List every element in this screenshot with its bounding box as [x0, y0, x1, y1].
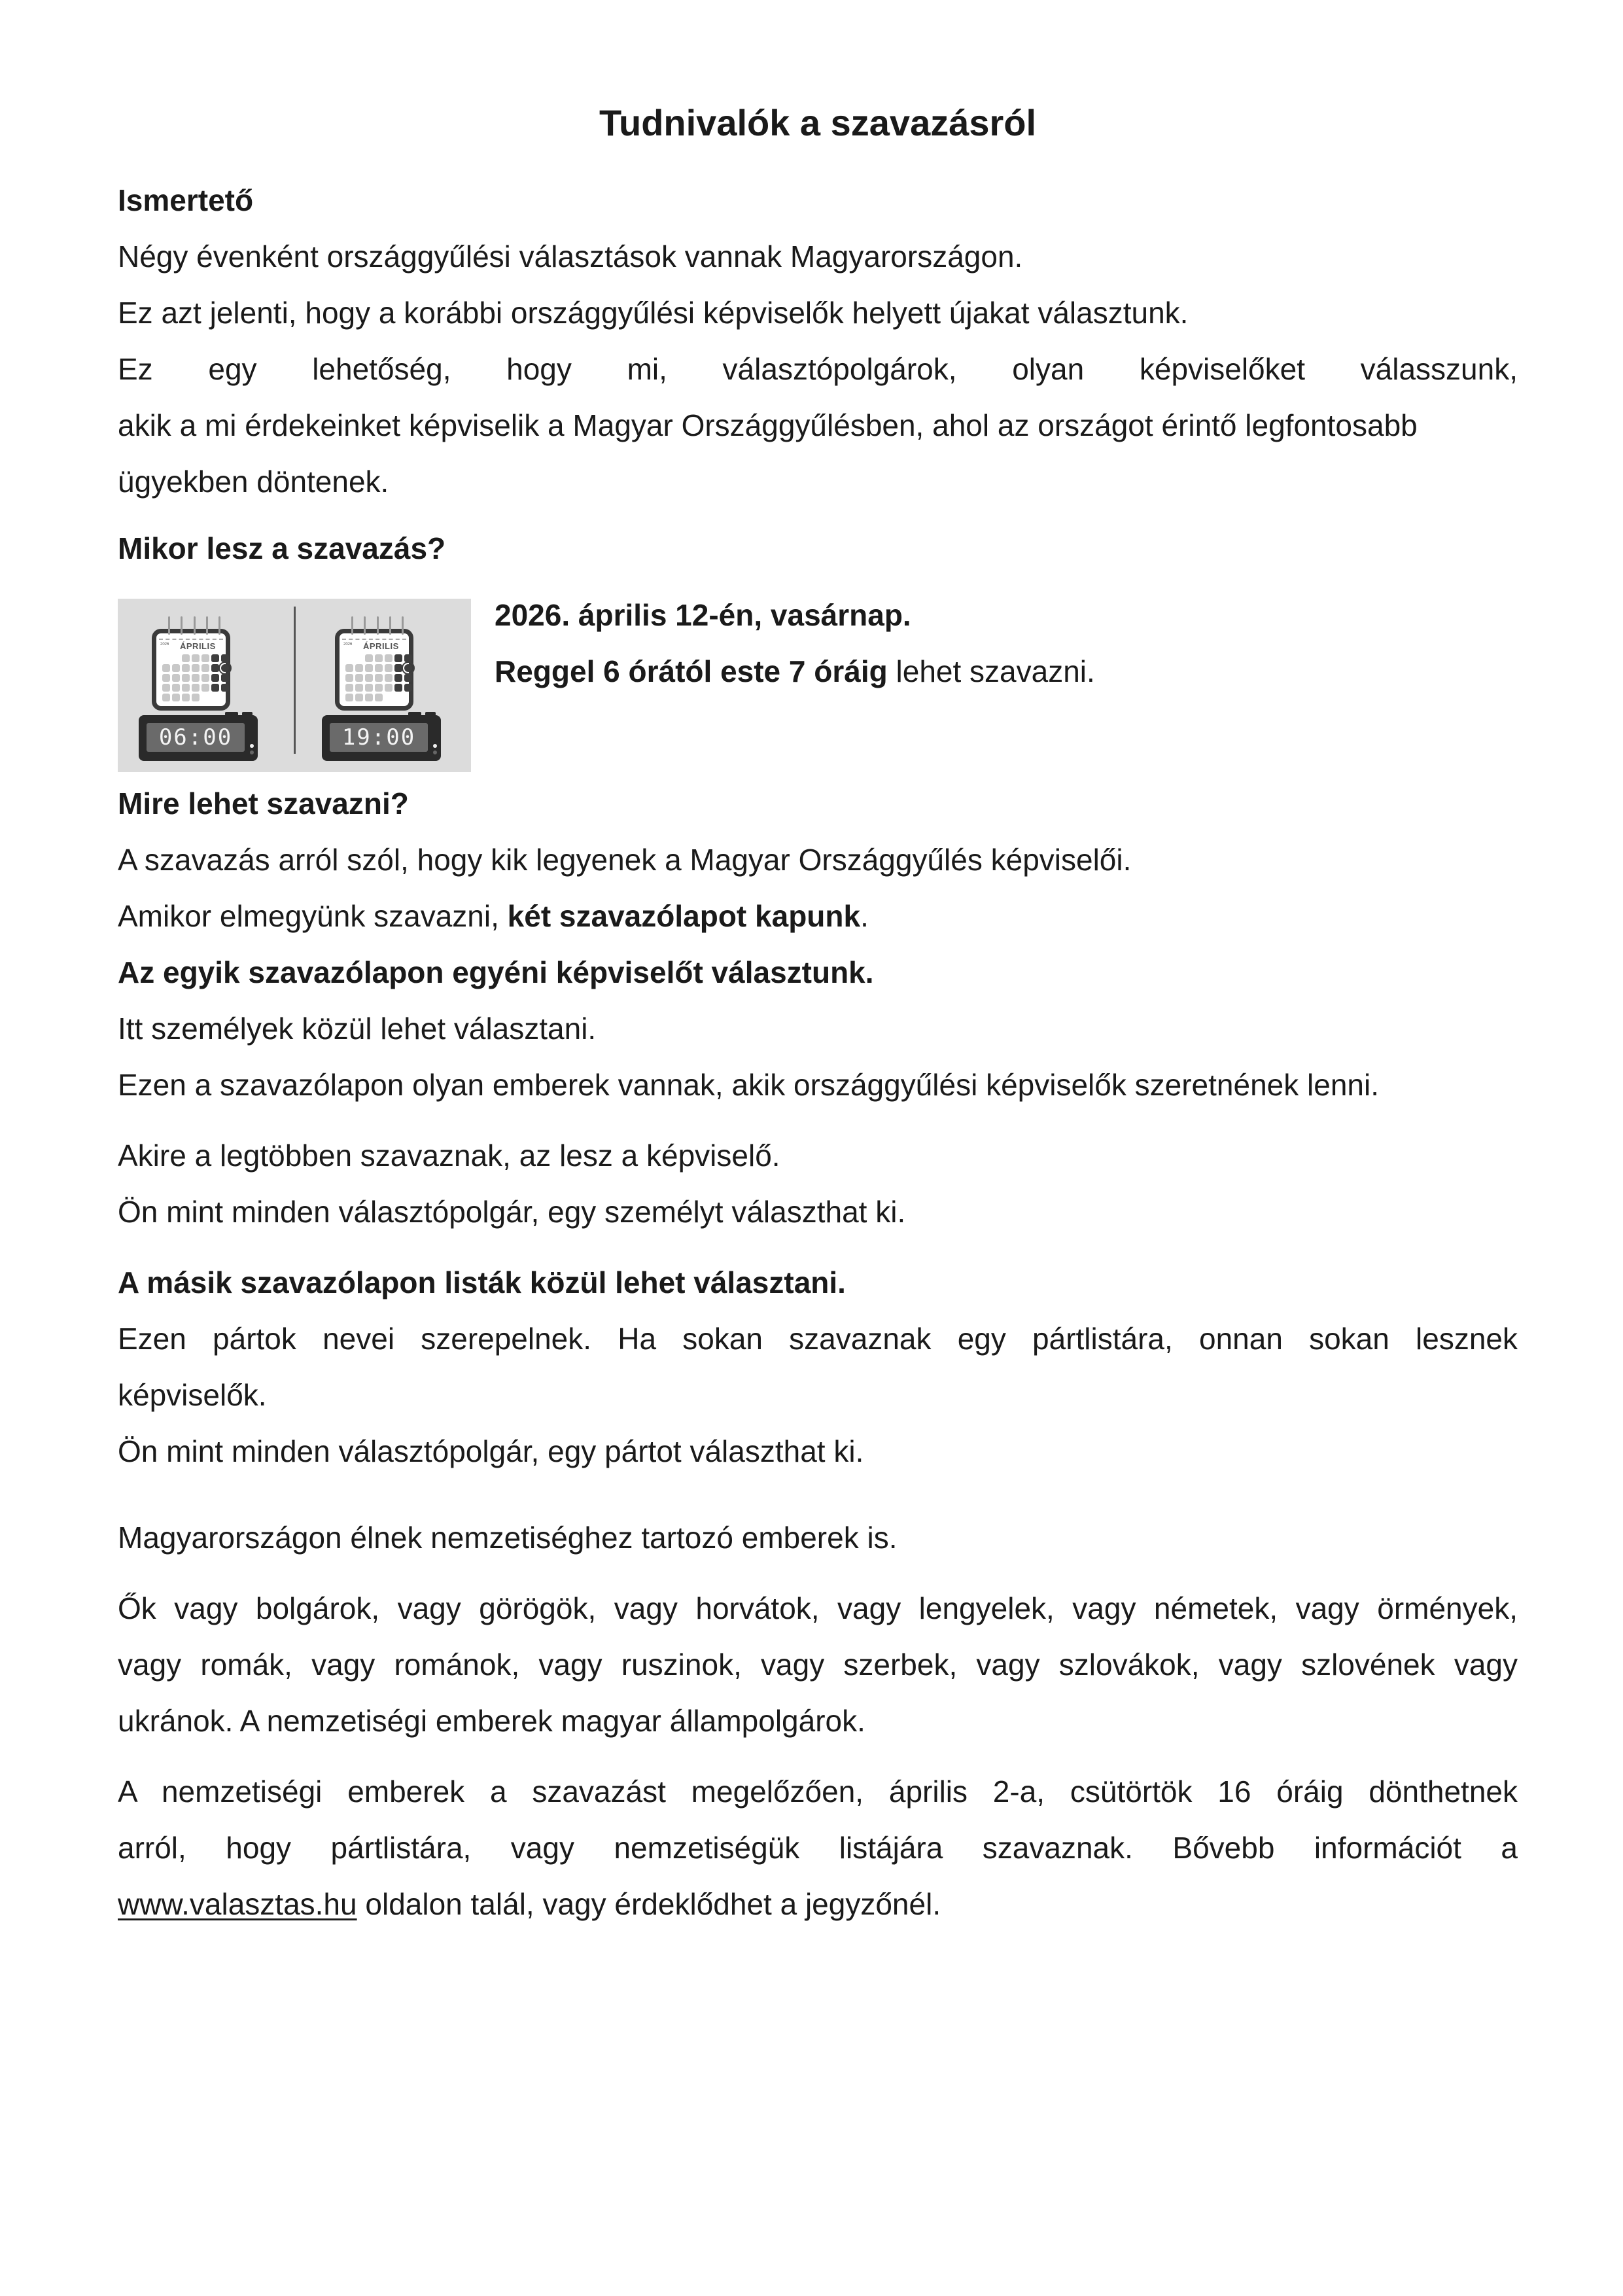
ballot1-heading: Az egyik szavazólapon egyéni képviselőt választunk. [118, 955, 874, 989]
voting-hours [495, 652, 1518, 691]
illustration-end-panel [301, 599, 471, 772]
link-after-text: oldalon talál, vagy érdeklődhet a jegyzőnél. [357, 1887, 941, 1921]
nationalities-para3-line-1: A nemzetiségi emberek a szavazást megelőzően, április 2-a, csütörtök 16 óráig dönthetnek [118, 1775, 1518, 1809]
intro-line-3: Ez egy lehetőség, hogy mi, választópolgárok, olyan képviselőket válasszunk, [118, 352, 1518, 386]
valasztas-link[interactable]: www.valasztas.hu [118, 1887, 357, 1921]
ballot2-line-3: Ön mint minden választópolgár, egy pártot választhat ki. [118, 1434, 864, 1468]
ballot1-line-3: Akire a legtöbben szavaznak, az lesz a képviselő. [118, 1139, 780, 1173]
nationalities-para2-line-2: vagy romák, vagy románok, vagy ruszinok, vagy szerbek, vagy szlovákok, vagy szlovének vagy [118, 1648, 1518, 1682]
illustration-start-panel [118, 599, 288, 772]
what-line-2-pre: Amikor elmegyünk szavazni, [118, 899, 508, 933]
ballot1-line-2: Ezen a szavazólapon olyan emberek vannak, akik országgyűlési képviselők szeretnének lenni. [118, 1068, 1379, 1102]
alarm-clock-icon [322, 715, 441, 761]
intro-line-1: Négy évenként országgyűlési választások vannak Magyarországon. [118, 239, 1023, 274]
voting-hours-rest: lehet szavazni. [887, 654, 1095, 688]
ballot2-line-2: képviselők. [118, 1378, 267, 1412]
section-heading-what: Mire lehet szavazni? [118, 786, 409, 821]
calendar-clock-illustration [118, 599, 471, 772]
page-title: Tudnivalók a szavazásról [599, 102, 1037, 143]
calendar-icon [335, 629, 413, 711]
alarm-clock-icon [139, 715, 258, 761]
ballot2-line-1: Ezen pártok nevei szerepelnek. Ha sokan szavaznak egy pártlistára, onnan sokan lesznek [118, 1322, 1518, 1356]
clock-end-time: 19:00 [330, 723, 428, 752]
ballot1-line-4: Ön mint minden választópolgár, egy személyt választhat ki. [118, 1195, 906, 1229]
ballot1-line-1: Itt személyek közül lehet választani. [118, 1012, 597, 1046]
nationalities-para2-line-1: Ők vagy bolgárok, vagy görögök, vagy horvátok, vagy lengyelek, vagy németek, vagy örmények, [118, 1591, 1518, 1625]
nationalities-line-1: Magyarországon élnek nemzetiséghez tartozó emberek is. [118, 1521, 898, 1555]
two-ballots-emphasis: két szavazólapot kapunk [507, 899, 861, 933]
what-line-2-post: . [860, 899, 869, 933]
section-heading-when: Mikor lesz a szavazás? [118, 531, 446, 565]
calendar-month: ÁPRILIS [180, 641, 216, 651]
intro-line-5: ügyekben döntenek. [118, 465, 389, 499]
calendar-icon [152, 629, 230, 711]
what-line-2 [118, 896, 1518, 936]
calendar-year: 2026 [343, 643, 353, 646]
voting-hours-bold: Reggel 6 órától este 7 óráig [495, 654, 888, 688]
election-date: 2026. április 12-én, vasárnap. [495, 598, 911, 632]
what-line-1: A szavazás arról szól, hogy kik legyenek a Magyar Országgyűlés képviselői. [118, 843, 1132, 877]
clock-start-time: 06:00 [147, 723, 245, 752]
intro-line-2: Ez azt jelenti, hogy a korábbi országgyűlési képviselők helyett újakat választunk. [118, 296, 1189, 330]
intro-line-4: akik a mi érdekeinket képviselik a Magyar Országgyűlésben, ahol az országot érintő legfontosabb [118, 408, 1418, 442]
illustration-divider [294, 607, 296, 754]
ballot2-heading: A másik szavazólapon listák közül lehet választani. [118, 1265, 846, 1299]
calendar-year: 2026 [160, 643, 169, 646]
calendar-month: ÁPRILIS [363, 641, 399, 651]
nationalities-para3-line-2: arról, hogy pártlistára, vagy nemzetiségük listájára szavaznak. Bővebb információt a [118, 1831, 1518, 1865]
nationalities-para2-line-3: ukránok. A nemzetiségi emberek magyar állampolgárok. [118, 1704, 865, 1738]
section-heading-intro: Ismertető [118, 183, 254, 217]
nationalities-para3-line-3 [118, 1884, 1518, 1924]
